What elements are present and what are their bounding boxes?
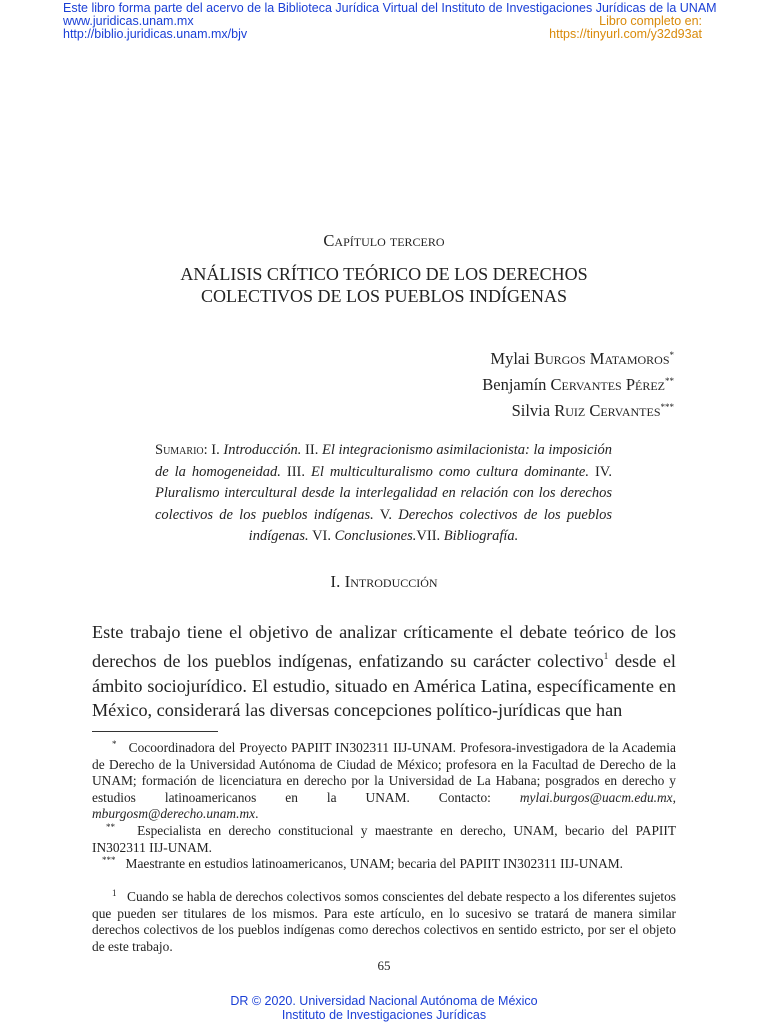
summary-item: Introducción. <box>223 442 302 458</box>
site-link[interactable]: www.juridicas.unam.mx <box>63 14 194 28</box>
email-link[interactable]: mburgosm@derecho.unam.mx <box>92 806 256 822</box>
summary-number: VII. <box>416 528 441 544</box>
paragraph-text: Este trabajo tiene el objetivo de analizar críticamente el debate teórico de los derechos de los pueblos indígenas, enfatizando su carácter colectivo <box>92 622 676 672</box>
footnote-text: Maestrante en estudios latinoamericanos, UNAM; becaria del PAPIIT IN302311 IIJ-UNAM. <box>125 856 623 871</box>
footnote-divider <box>92 731 218 732</box>
summary-number: IV. <box>594 463 613 480</box>
summary-item: Derechos colectivos de los pueblos indígenas. <box>248 506 612 544</box>
footnote-2 <box>92 819 676 856</box>
summary-label: Sumario: <box>155 442 208 458</box>
author-last-name: Ruiz Cervantes <box>554 401 661 420</box>
paragraph-text: desde el ámbito sociojurídico. El estudio, situado en América Latina, específicamente en México, considerará las diversas concepciones político-jurídicas que han <box>92 651 676 721</box>
chapter-title-line1: ANÁLISIS CRÍTICO TEÓRICO DE LOS DERECHOS <box>180 264 588 284</box>
section-heading: I. Introducción <box>330 572 438 591</box>
footnote-mark: ** <box>665 376 674 386</box>
footnote-mark: *** <box>102 855 116 865</box>
chapter-title-line2: COLECTIVOS DE LOS PUEBLOS INDÍGENAS <box>200 286 567 306</box>
author-first-name: Benjamín <box>482 375 547 394</box>
summary-item: El integracionismo asimilacionista: la imposición de la homogeneidad. <box>155 442 613 480</box>
footnote-mark: *** <box>660 402 674 412</box>
footnote-3 <box>92 852 676 873</box>
email-link[interactable]: mylai.burgos@uacm.edu.mx <box>519 789 673 805</box>
author-line <box>482 344 674 370</box>
author-first-name: Silvia <box>511 401 551 420</box>
footnote-text: Cuando se habla de derechos colectivos somos conscientes del debate respecto a los diferentes sujetos que pueden ser titulares de los mismos. Para este artículo, en lo sucesivo se tratará de manera similar derechos colectivos de los pueblos indígenas como derechos colectivos en sentido estricto, por ser el objeto de este trabajo. <box>92 889 676 954</box>
footnote-ref[interactable]: 1 <box>603 651 609 662</box>
summary-number: I. <box>211 442 220 458</box>
copyright-line: DR © 2020. Universidad Nacional Autónoma de México <box>230 994 538 1008</box>
header-notice: Este libro forma parte del acervo de la Biblioteca Jurídica Virtual del Instituto de Investigaciones Jurídicas de la UNAM <box>63 1 717 15</box>
summary-item: Conclusiones. <box>334 528 417 544</box>
complete-book-label: Libro completo en: <box>599 14 702 28</box>
footnote-text: Especialista en derecho constitucional y maestrante en derecho, UNAM, becario del PAPIIT IN302311 IIJ-UNAM. <box>92 823 677 855</box>
author-last-name: Burgos Matamoros <box>533 349 670 368</box>
footnote-mark: ** <box>106 822 115 832</box>
summary-item: El multiculturalismo como cultura dominante. <box>310 463 589 480</box>
author-line <box>482 370 674 396</box>
complete-book-link[interactable]: https://tinyurl.com/y32d93at <box>549 27 702 41</box>
author-line <box>482 396 674 422</box>
institute-line: Instituto de Investigaciones Jurídicas <box>281 1008 487 1022</box>
summary <box>155 440 612 548</box>
author-list <box>482 344 674 422</box>
footnote-text: Cocoordinadora del Proyecto PAPIIT IN302311 IIJ-UNAM. Profesora-investigadora de la Academia de Derecho de la Universidad Autónoma de Ciudad de México; profesora en la Facultad de Derecho de la UNAM; formación de licenciatura en derecho por la Universidad de La Habana; posgrados en derecho y estudios latinoamericanos en la UNAM. Contacto: <box>92 740 676 805</box>
summary-item: Bibliografía. <box>443 528 519 544</box>
chapter-title <box>0 263 768 307</box>
footnote-mark: 1 <box>112 888 117 898</box>
chapter-label: Capítulo tercero <box>323 231 445 250</box>
footnote-mark: * <box>669 350 674 360</box>
bjv-link[interactable]: http://biblio.juridicas.unam.mx/bjv <box>63 27 248 41</box>
footnote-4 <box>92 885 676 955</box>
author-first-name: Mylai <box>490 349 530 368</box>
author-last-name: Cervantes Pérez <box>550 375 665 394</box>
summary-number: III. <box>286 463 305 480</box>
summary-number: II. <box>305 442 319 458</box>
footnote-1: * Cocoordinadora del Proyecto PAPIIT IN302311 IIJ-UNAM. Profesora-investigadora de la Academia de Derecho de la Universidad Autónoma de Ciudad de México; profesora en la Facultad de Derecho de la UNAM; formación de licenciatura en derecho por la Universidad de La Habana; posgrados en derecho y estudios latinoamericanos en la UNAM. Contacto: mylai.burgos@uacm.edu.mx, mburgosm@derecho.unam.mx. <box>92 736 676 823</box>
summary-item: Pluralismo intercultural desde la interlegalidad en relación con los derechos colectivos de los pueblos indígenas. <box>155 485 612 523</box>
body-paragraph <box>92 620 676 723</box>
summary-number: VI. <box>312 528 331 544</box>
footnote-mark: * <box>112 739 117 749</box>
page-number: 65 <box>377 958 391 973</box>
summary-number: V. <box>379 506 392 523</box>
